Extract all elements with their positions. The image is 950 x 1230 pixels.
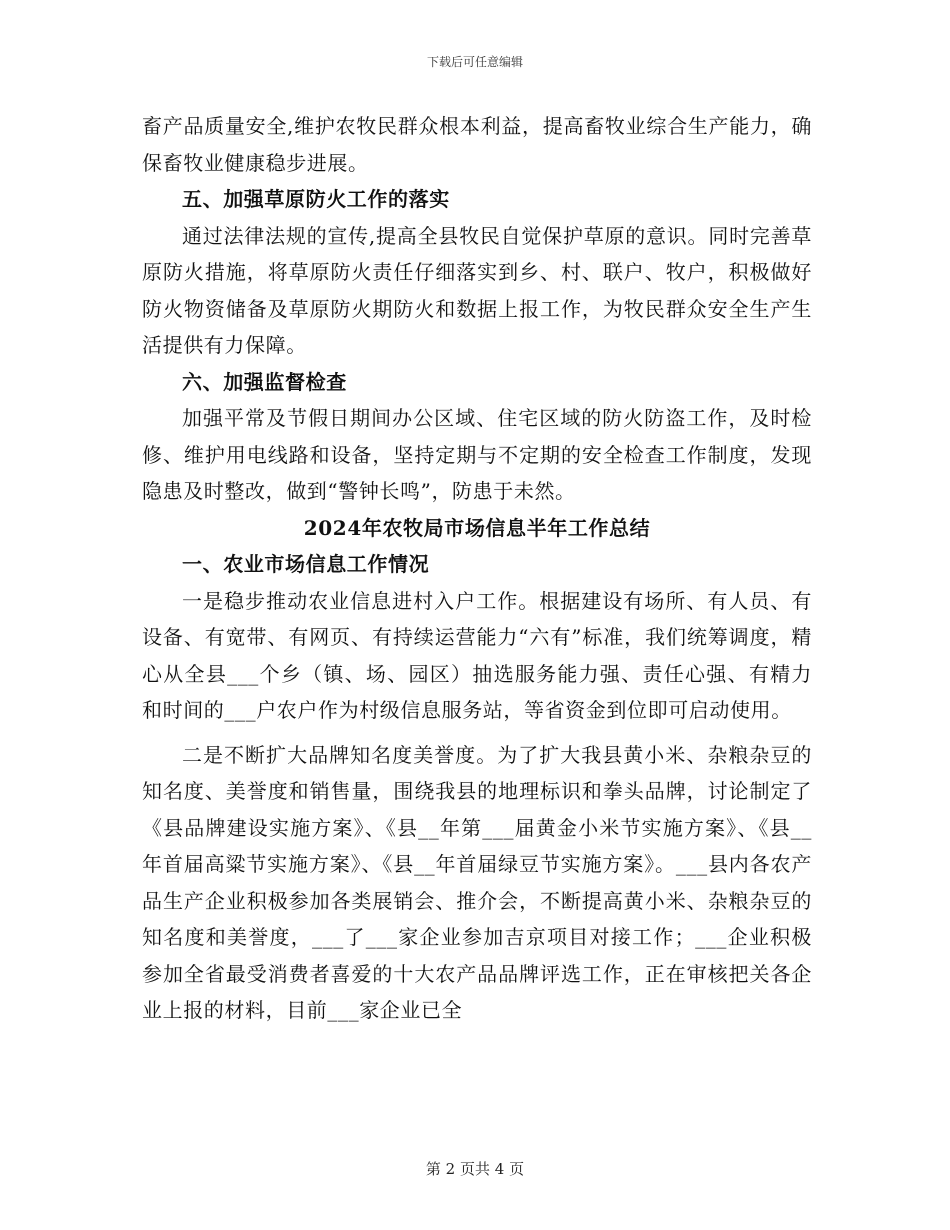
- document-title: 2024年农牧局市场信息半年工作总结: [303, 515, 651, 540]
- document-body: [142, 108, 812, 1029]
- section-heading-1: 一、农业市场信息工作情况: [182, 552, 430, 576]
- section-heading-5: 五、加强草原防火工作的落实: [182, 187, 450, 211]
- paragraph-inspection: 加强平常及节假日期间办公区域、住宅区域的防火防盗工作，及时检修、维护用电线路和设备，坚持定期与不定期的安全检查工作制度，发现隐患及时整改，做到“警钟长鸣”，防患于未然。: [142, 406, 812, 503]
- paragraph-fire-prevention: 通过法律法规的宣传,提高全县牧民自觉保护草原的意识。同时完善草原防火措施，将草原防火责任仔细落实到乡、村、联户、牧户，积极做好防火物资储备及草原防火期防火和数据上报工作，为牧民群众安全生产生活提供有力保障。: [142, 223, 812, 357]
- page-footer: 第 2 页共 4 页: [425, 1160, 525, 1178]
- paragraph-info-to-village: 一是稳步推动农业信息进村入户工作。根据建设有场所、有人员、有设备、有宽带、有网页、有持续运营能力“六有”标准，我们统筹调度，精心从全县___个乡（镇、场、园区）抽选服务能力强、责任心强、有精力和时间的___户农户作为村级信息服务站，等省资金到位即可启动使用。: [142, 588, 812, 722]
- paragraph-brand-reputation: 二是不断扩大品牌知名度美誉度。为了扩大我县黄小米、杂粮杂豆的知名度、美誉度和销售量，围绕我县的地理标识和拳头品牌，讨论制定了《县品牌建设实施方案》、《县__年第___届黄金小米节实施方案》、《县__年首届高粱节实施方案》、《县__年首届绿豆节实施方案》。___县内各农产品生产企业积极参加各类展销会、推介会，不断提高黄小米、杂粮杂豆的知名度和美誉度，___了___家企业参加吉京项目对接工作；___企业积极参加全省最受消费者喜爱的十大农产品品牌评选工作，正在审核把关各企业上报的材料，目前___家企业已全: [142, 742, 812, 1022]
- paragraph-gap: [142, 729, 812, 737]
- section-heading-6: 六、加强监督检查: [182, 369, 347, 394]
- page-header: 下载后可任意编辑: [426, 55, 523, 69]
- paragraph-continued: 畜产品质量安全,维护农牧民群众根本利益，提高畜牧业综合生产能力，确保畜牧业健康稳步进展。: [142, 114, 812, 175]
